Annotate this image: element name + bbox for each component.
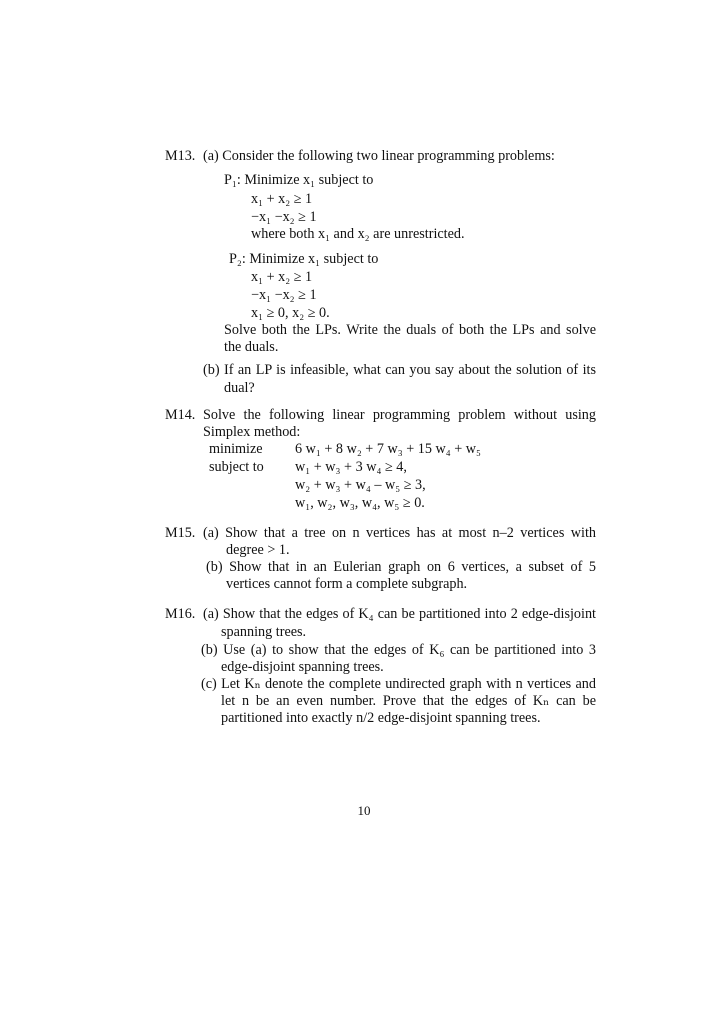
m13-part-b-line-1: (b) If an LP is infeasible, what can you say about the solution of its (203, 362, 596, 378)
m16-part-b-line-2: edge-disjoint spanning trees. (221, 659, 384, 675)
m14-intro-line-2: Simplex method: (203, 424, 301, 440)
page-number: 10 (357, 803, 371, 818)
m13-p2-constraint-3: x₁ ≥ 0, x₂ ≥ 0. (251, 305, 330, 321)
m13-solve-line-2: the duals. (224, 339, 279, 355)
m14-constraint-3: w₁, w₂, w₃, w₄, w₅ ≥ 0. (295, 495, 425, 511)
m13-p1-constraint-2: −x₁ −x₂ ≥ 1 (251, 209, 317, 225)
m14-minimize-label: minimize (209, 441, 263, 457)
m16-part-a-line-1: (a) Show that the edges of K₄ can be partitioned into 2 edge-disjoint (203, 606, 596, 622)
m13-p1-title: P₁: Minimize x₁ subject to (224, 172, 374, 188)
m13-p1-constraint-3: where both x₁ and x₂ are unrestricted. (251, 226, 465, 242)
m13-p2-constraint-2: −x₁ −x₂ ≥ 1 (251, 287, 317, 303)
problem-m15-label: M15. (165, 525, 196, 541)
m14-constraint-2: w₂ + w₃ + w₄ – w₅ ≥ 3, (295, 477, 426, 493)
m14-intro-line-1: Solve the following linear programming problem without using (203, 407, 596, 423)
m14-objective: 6 w₁ + 8 w₂ + 7 w₃ + 15 w₄ + w₅ (295, 441, 481, 457)
m16-part-c-line-3: partitioned into exactly n/2 edge-disjoint spanning trees. (221, 710, 541, 726)
m13-part-a-intro: (a) Consider the following two linear programming problems: (203, 148, 555, 164)
problem-m14-label: M14. (165, 407, 196, 423)
m16-part-c-line-1: (c) Let Kₙ denote the complete undirected graph with n vertices and (201, 676, 596, 692)
m14-constraint-1: w₁ + w₃ + 3 w₄ ≥ 4, (295, 459, 407, 475)
problem-m16-label: M16. (165, 606, 196, 622)
m15-part-b-line-1: (b) Show that in an Eulerian graph on 6 vertices, a subset of 5 (206, 559, 596, 575)
m13-solve-line-1: Solve both the LPs. Write the duals of both the LPs and solve (224, 322, 596, 338)
m16-part-b-line-1: (b) Use (a) to show that the edges of K₆ can be partitioned into 3 (201, 642, 596, 658)
m14-subject-to-label: subject to (209, 459, 264, 475)
problem-m13-label: M13. (165, 148, 196, 164)
m13-p2-constraint-1: x₁ + x₂ ≥ 1 (251, 269, 313, 285)
m15-part-a-line-2: degree > 1. (226, 542, 290, 558)
m13-p2-title: P₂: Minimize x₁ subject to (229, 251, 379, 267)
m15-part-a-line-1: (a) Show that a tree on n vertices has at most n–2 vertices with (203, 525, 596, 541)
m15-part-b-line-2: vertices cannot form a complete subgraph. (226, 576, 468, 592)
m13-p1-constraint-1: x₁ + x₂ ≥ 1 (251, 191, 313, 207)
m13-part-b-line-2: dual? (224, 380, 255, 396)
m16-part-c-line-2: let n be an even number. Prove that the edges of Kₙ can be (221, 693, 596, 709)
m16-part-a-line-2: spanning trees. (221, 624, 307, 640)
